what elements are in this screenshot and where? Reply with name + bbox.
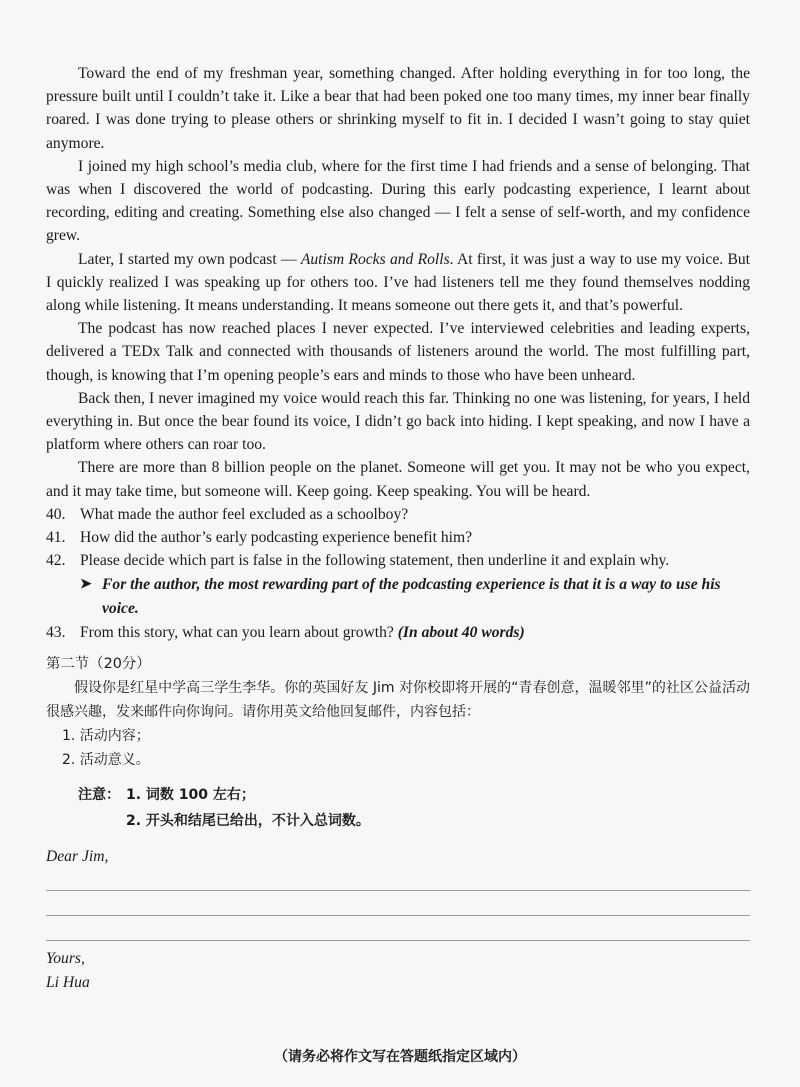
passage-paragraph-1: Toward the end of my freshman year, something changed. After holding everything in for too long, the pressure built until I couldn’t take it. Like a bear that had been poked one too many times, my inner bear finally roared. I was done trying to please others or shrinking myself to fit in. I decided I wasn’t going to stay quiet anymore. (46, 65, 750, 152)
content-requirements (46, 724, 750, 772)
answer-sheet-reminder: （请务必将作文写在答题纸指定区域内） (274, 1049, 526, 1065)
false-statement (80, 573, 750, 619)
letter-salutation: Dear Jim, (46, 848, 109, 866)
answer-line-2[interactable] (46, 909, 750, 916)
answer-line-1[interactable] (46, 884, 750, 891)
requirement-item-1: 1. 活动内容； (62, 728, 150, 745)
section-2-title: 第二节（20分） (46, 656, 151, 673)
question-41 (46, 526, 750, 549)
question-text: What made the author feel excluded as a schoolboy? (80, 505, 409, 523)
passage-paragraph-4: The podcast has now reached places I never expected. I’ve interviewed celebrities and leading experts, delivered a TEDx Talk and connected with thousands of listeners around the world. The most fulfilling part, though, is knowing that I’m opening people’s ears and minds to those who have been unheard. (46, 320, 750, 384)
podcast-title: Autism Rocks and Rolls (300, 250, 450, 268)
writing-prompt: 假设你是红星中学高三学生李华。你的英国好友 Jim 对你校即将开展的“青春创意，温暖邻里”的社区公益活动很感兴趣，发来邮件向你询问。请你用英文给他回复邮件，内容包括： (46, 680, 750, 721)
note-item-2: 2. 开头和结尾已给出，不计入总词数。 (126, 813, 370, 830)
question-list (46, 503, 750, 644)
p3-text-after: . At first, it was just a way to use my voice. But I quickly realized I was speaking up for others too. I’ve had listeners tell me they found themselves nodding along while listening. It means understanding. It means someone out there gets it, and that’s powerful. (46, 250, 750, 315)
question-text: Please decide which part is false in the following statement, then underline it and explain why. (80, 552, 670, 570)
letter-signature: Li Hua (46, 974, 90, 992)
reading-passage (46, 62, 750, 503)
notes-label: 注意： (78, 787, 120, 804)
question-number: 43. (46, 623, 66, 641)
arrow-bullet-icon: ➤ (80, 577, 92, 593)
letter-closing: Yours, (46, 950, 85, 968)
p3-text-before: Later, I started my own podcast — (78, 250, 301, 268)
word-limit-note: (In about 40 words) (397, 623, 525, 641)
answer-line-3[interactable] (46, 934, 750, 941)
question-text: How did the author’s early podcasting experience benefit him? (80, 529, 473, 547)
passage-paragraph-5: Back then, I never imagined my voice would reach this far. Thinking no one was listening, for years, I held everything in. But once the bear found its voice, I didn’t go back into hiding. I kept speaking, and now I have a platform where others can roar too. (46, 389, 750, 454)
requirement-item-2: 2. 活动意义。 (62, 752, 150, 769)
passage-paragraph-2: I joined my high school’s media club, where for the first time I had friends and a sense of belonging. That was when I discovered the world of podcasting. During this early podcasting experience, I learnt about recording, editing and creating. Something else also changed — I felt a sense of self-worth, and my confidence grew. (46, 157, 750, 245)
question-number: 42. (46, 552, 66, 570)
question-42 (46, 549, 750, 572)
passage-paragraph-3 (46, 248, 750, 318)
passage-paragraph-6: There are more than 8 billion people on the planet. Someone will get you. It may not be who you expect, and it may take time, but someone will. Keep going. Keep speaking. You will be heard. (46, 459, 750, 500)
writing-notes (46, 782, 750, 834)
question-40 (46, 503, 750, 526)
question-number: 40. (46, 505, 66, 523)
statement-text: For the author, the most rewarding part of the podcasting experience is that it is a way to use his voice. (102, 576, 721, 617)
question-43 (46, 621, 750, 644)
question-number: 41. (46, 529, 66, 547)
note-item-1: 1. 词数 100 左右； (126, 787, 255, 804)
question-text: From this story, what can you learn about growth? (80, 623, 398, 641)
